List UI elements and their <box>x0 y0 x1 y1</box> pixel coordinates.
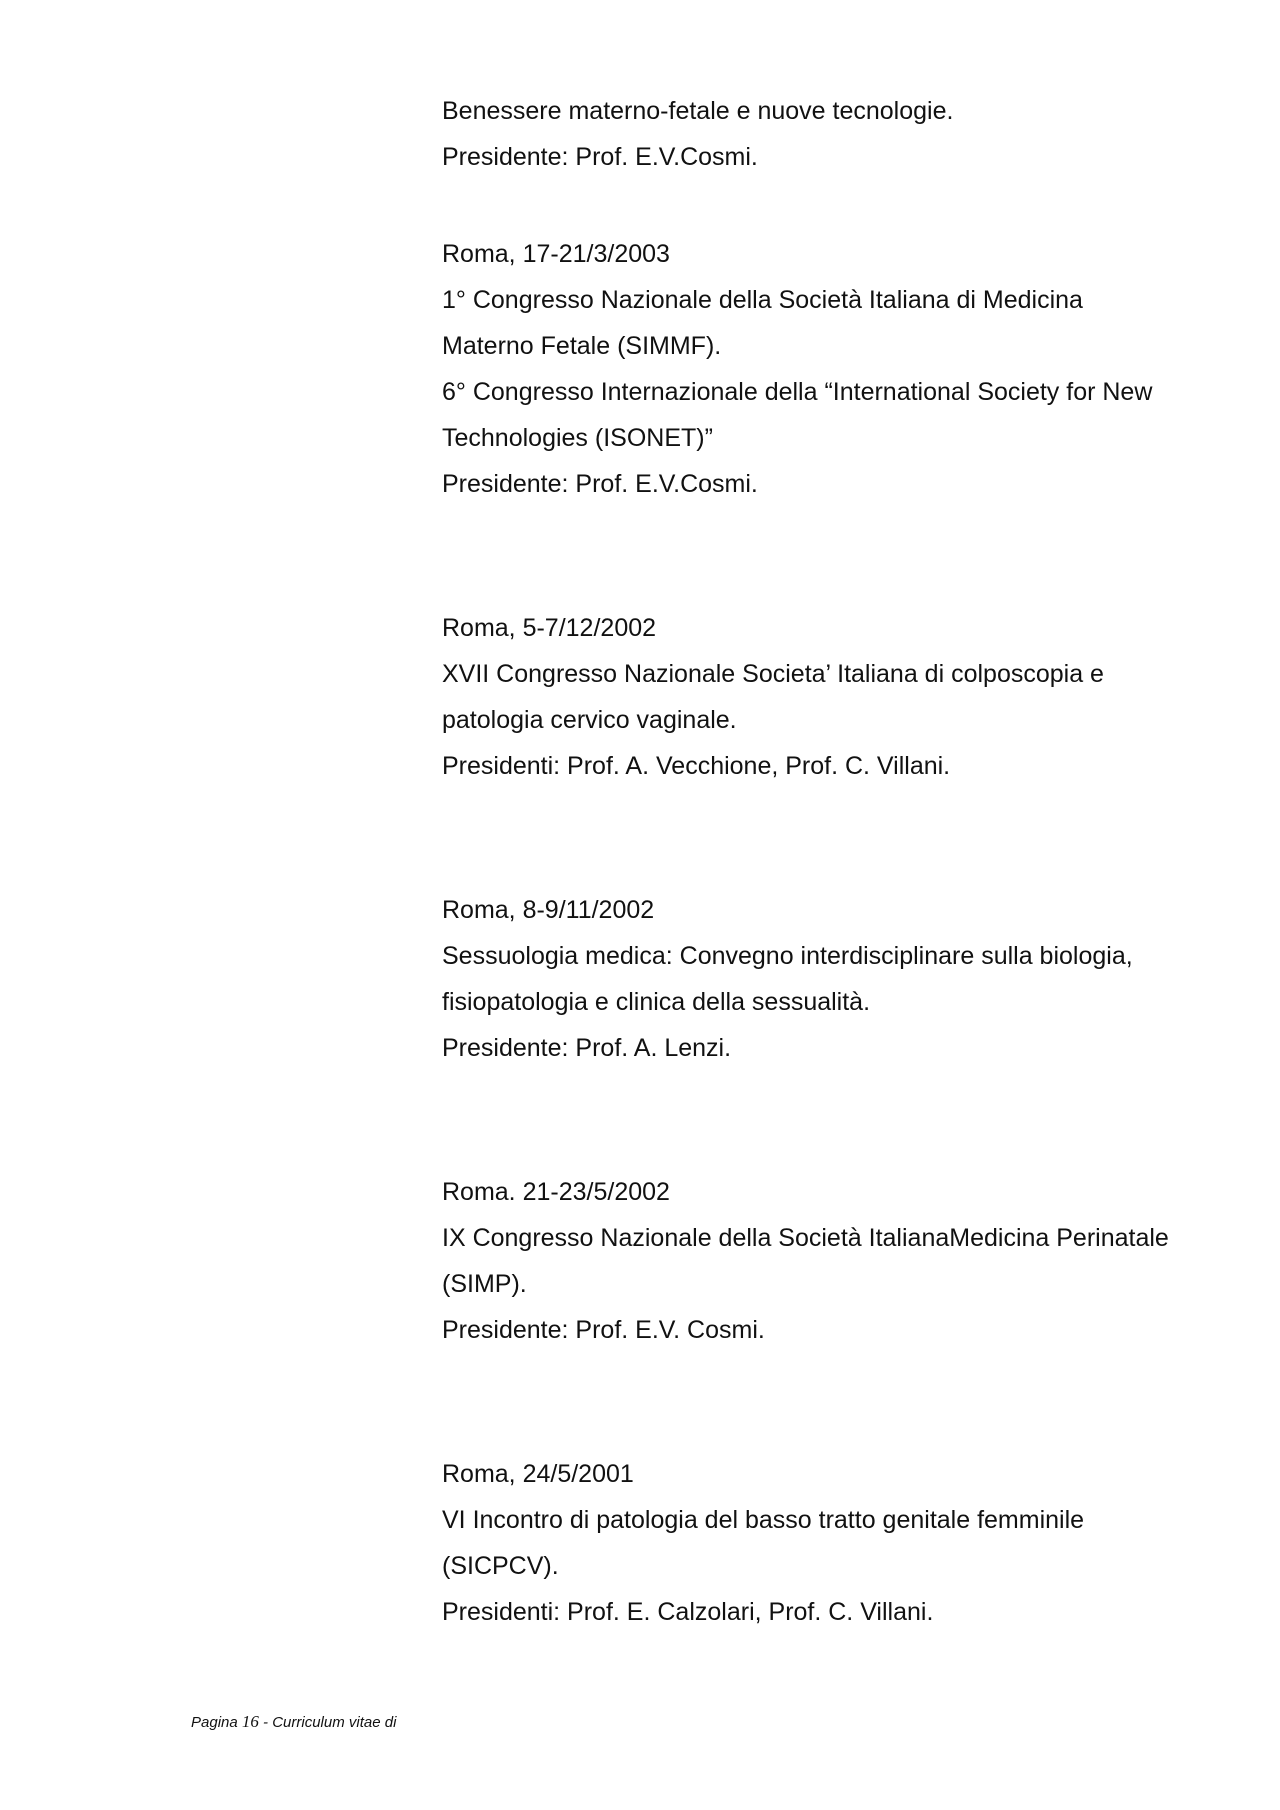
entry-line: Materno Fetale (SIMMF). <box>442 332 722 360</box>
entry-date: Roma, 17-21/3/2003 <box>442 240 670 268</box>
entry-line: IX Congresso Nazionale della Società ItalianaMedicina Perinatale <box>442 1224 1169 1252</box>
page-number: 16 <box>241 1712 259 1731</box>
entry-line: (SICPCV). <box>442 1552 559 1580</box>
entry-line: 1° Congresso Nazionale della Società Italiana di Medicina <box>442 286 1083 314</box>
entry-line: Presidente: Prof. E.V.Cosmi. <box>442 143 758 171</box>
entry-date: Roma, 8-9/11/2002 <box>442 896 655 924</box>
entry-date: Roma, 5-7/12/2002 <box>442 614 657 642</box>
entry-line: Presidenti: Prof. A. Vecchione, Prof. C. Villani. <box>442 752 951 780</box>
page-content <box>442 88 1222 1635</box>
entry-line: fisiopatologia e clinica della sessualità. <box>442 988 871 1016</box>
congress-entry <box>442 231 1222 507</box>
congress-entry <box>442 887 1222 1071</box>
entry-line: Presidenti: Prof. E. Calzolari, Prof. C. Villani. <box>442 1598 934 1626</box>
entry-line: Presidente: Prof. E.V. Cosmi. <box>442 1316 765 1344</box>
page-footer <box>191 1712 396 1732</box>
footer-prefix: Pagina <box>191 1714 242 1731</box>
entry-line: 6° Congresso Internazionale della “International Society for New <box>442 378 1153 406</box>
congress-entry <box>442 88 1222 180</box>
entry-date: Roma. 21-23/5/2002 <box>442 1178 670 1206</box>
entry-line: VI Incontro di patologia del basso tratto genitale femminile <box>442 1506 1085 1534</box>
entry-line: Presidente: Prof. A. Lenzi. <box>442 1034 732 1062</box>
entry-line: Presidente: Prof. E.V.Cosmi. <box>442 470 758 498</box>
congress-entry <box>442 605 1222 789</box>
entry-line: XVII Congresso Nazionale Societa’ Italiana di colposcopia e <box>442 660 1104 688</box>
entry-line: Sessuologia medica: Convegno interdisciplinare sulla biologia, <box>442 942 1133 970</box>
entry-date: Roma, 24/5/2001 <box>442 1460 634 1488</box>
congress-entry <box>442 1451 1222 1635</box>
entry-line: Benessere materno-fetale e nuove tecnologie. <box>442 97 954 125</box>
entry-line: (SIMP). <box>442 1270 527 1298</box>
congress-entry <box>442 1169 1222 1353</box>
entry-line: Technologies (ISONET)” <box>442 424 713 452</box>
entry-line: patologia cervico vaginale. <box>442 706 737 734</box>
footer-suffix: - Curriculum vitae di <box>258 1714 397 1731</box>
